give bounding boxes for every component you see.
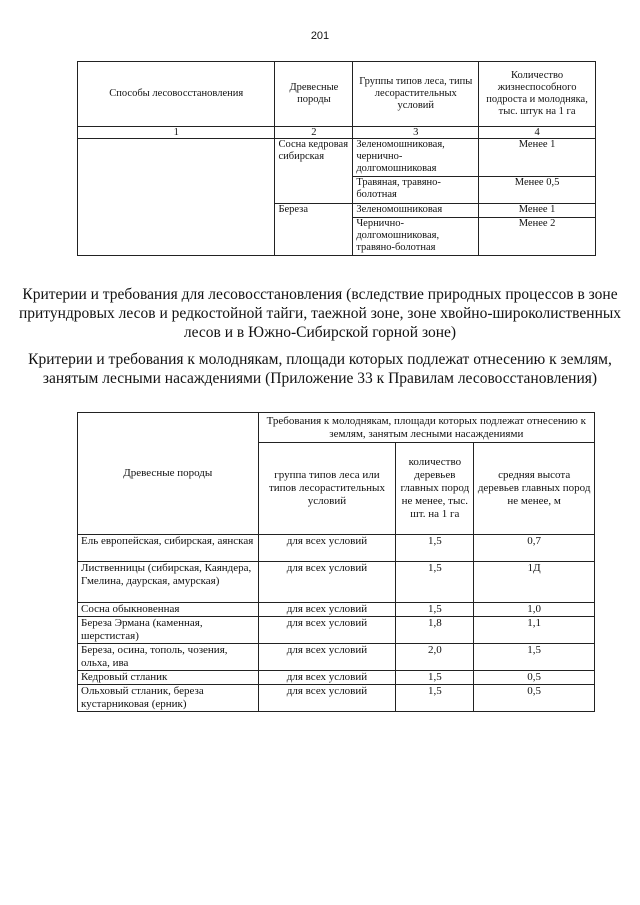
quantity-cell: 1,5 <box>396 603 474 617</box>
table-row <box>78 603 595 617</box>
species-cell: Ольховый стланик, береза кустарниковая (ерник) <box>78 685 259 712</box>
height-cell: 1,1 <box>474 617 595 644</box>
table-row <box>78 671 595 685</box>
species-cell: Ель европейская, сибирская, аянская <box>78 535 259 562</box>
species-cell: Береза <box>275 204 353 256</box>
table-header-row <box>78 413 595 443</box>
header-quantity: Количество жизнеспособного подроста и молодняка, тыс. штук на 1 га <box>479 62 596 127</box>
quantity-cell: Менее 2 <box>479 218 596 256</box>
species-cell: Сосна кедровая сибирская <box>275 139 353 204</box>
table-row <box>78 617 595 644</box>
table-row <box>78 562 595 603</box>
condition-cell: для всех условий <box>258 535 396 562</box>
header-requirements: Требования к молоднякам, площади которых подлежат отнесению к землям, занятым лесными насаждениями <box>258 413 594 443</box>
condition-cell: для всех условий <box>258 671 396 685</box>
height-cell: 0,5 <box>474 671 595 685</box>
table-header-row <box>78 62 596 127</box>
header-forest-types: Группы типов леса, типы лесорастительных условий <box>353 62 479 127</box>
header-species: Древесные породы <box>275 62 353 127</box>
condition-cell: для всех условий <box>258 562 396 603</box>
height-cell: 0,7 <box>474 535 595 562</box>
column-numbers-row <box>78 127 596 139</box>
forest-type-cell: Чернично-долгомошниковая, травяно-болотная <box>353 218 479 256</box>
species-cell: Лиственницы (сибирская, Каяндера, Гмелина, даурская, амурская) <box>78 562 259 603</box>
page-number: 201 <box>310 30 330 42</box>
quantity-cell: 1,5 <box>396 685 474 712</box>
table-row <box>78 685 595 712</box>
quantity-cell: 1,5 <box>396 562 474 603</box>
quantity-cell: Менее 0,5 <box>479 177 596 204</box>
header-mean-height: средняя высота деревьев главных пород не менее, м <box>474 443 595 535</box>
condition-cell: для всех условий <box>258 617 396 644</box>
species-cell: Кедровый стланик <box>78 671 259 685</box>
header-forest-group: группа типов леса или типов лесорастительных условий <box>258 443 396 535</box>
quantity-cell: 2,0 <box>396 644 474 671</box>
species-cell: Береза, осина, тополь, чозения, ольха, ива <box>78 644 259 671</box>
column-number: 3 <box>353 127 479 139</box>
condition-cell: для всех условий <box>258 603 396 617</box>
column-number: 1 <box>78 127 275 139</box>
species-cell: Сосна обыкновенная <box>78 603 259 617</box>
table-row <box>78 535 595 562</box>
young-stands-table <box>77 412 595 712</box>
header-species: Древесные породы <box>78 413 259 535</box>
header-methods: Способы лесовосстановления <box>78 62 275 127</box>
quantity-cell: Менее 1 <box>479 139 596 177</box>
height-cell: 1,0 <box>474 603 595 617</box>
quantity-cell: Менее 1 <box>479 204 596 218</box>
section-heading: Критерии и требования для лесовосстановления (вследствие природных процессов в зоне притундровых лесов и редкостойной тайги, таежной зоне, зоне хвойно-широколиственных лесов и в Южно-Сибирской горной зоне) <box>18 286 622 341</box>
height-cell: 1Д <box>474 562 595 603</box>
methods-cell <box>78 139 275 256</box>
condition-cell: для всех условий <box>258 644 396 671</box>
subsection-heading: Критерии и требования к молоднякам, площади которых подлежат отнесению к землям, занятым лесными насаждениями (Приложение 33 к Правилам лесовосстановления) <box>28 351 612 387</box>
column-number: 4 <box>479 127 596 139</box>
header-tree-count: количество деревьев главных пород не менее, тыс. шт. на 1 га <box>396 443 474 535</box>
table-row <box>78 139 596 177</box>
quantity-cell: 1,5 <box>396 535 474 562</box>
condition-cell: для всех условий <box>258 685 396 712</box>
species-cell: Береза Эрмана (каменная, шерстистая) <box>78 617 259 644</box>
table-row <box>78 644 595 671</box>
forest-type-cell: Зеленомошниковая, чернично-долгомошниковая <box>353 139 479 177</box>
quantity-cell: 1,8 <box>396 617 474 644</box>
height-cell: 0,5 <box>474 685 595 712</box>
reforestation-table <box>77 61 596 256</box>
column-number: 2 <box>275 127 353 139</box>
height-cell: 1,5 <box>474 644 595 671</box>
forest-type-cell: Травяная, травяно-болотная <box>353 177 479 204</box>
forest-type-cell: Зеленомошниковая <box>353 204 479 218</box>
quantity-cell: 1,5 <box>396 671 474 685</box>
